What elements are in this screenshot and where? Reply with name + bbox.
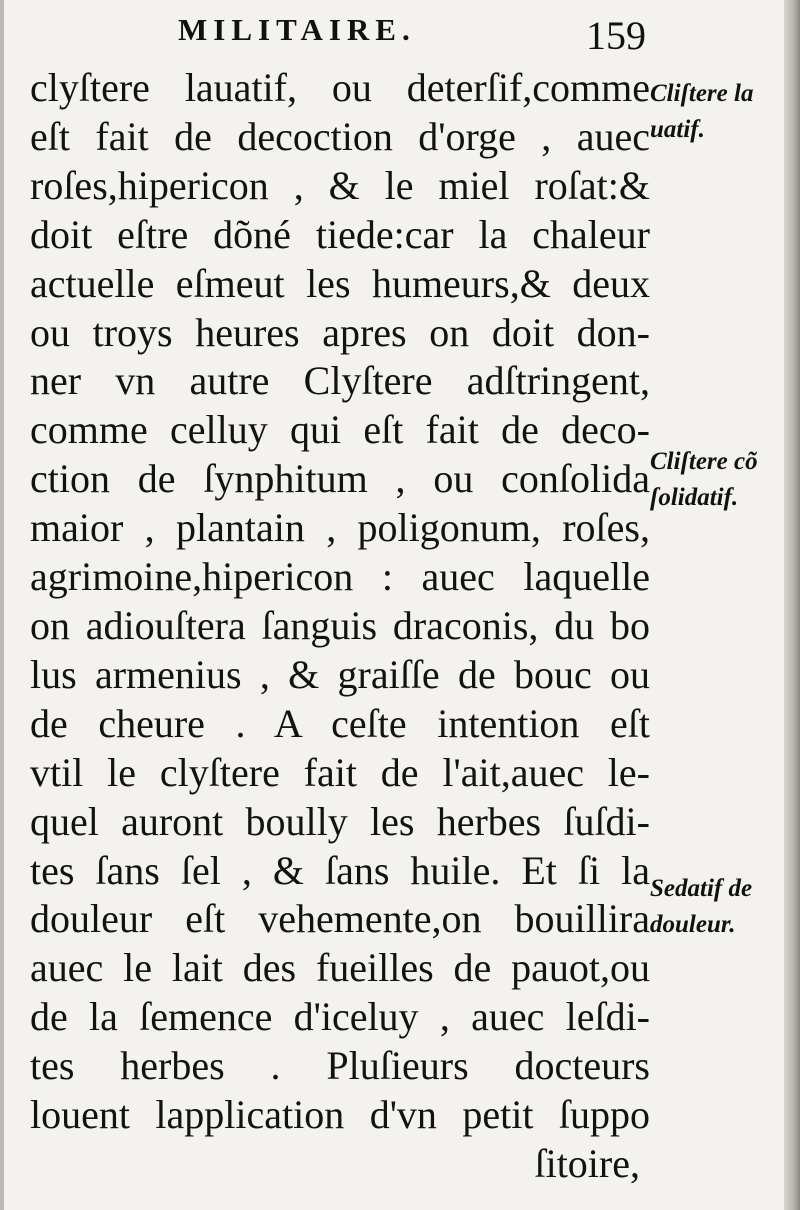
text-line: ner vn autre Clyſtere adſtringent, — [30, 358, 650, 404]
running-head: MILITAIRE. — [178, 12, 416, 47]
text-line: clyſtere lauatif, ou deterſif,comme — [30, 65, 650, 110]
text-line: louent lapplication d'vn petit ſuppo — [30, 1092, 650, 1138]
text-line: doit eſtre dõné tiede:car la chaleur — [30, 211, 650, 257]
margin-note-clistere-consolidatif — [650, 444, 758, 516]
text-line: lus armenius , & graiſſe de bouc ou — [30, 651, 650, 697]
text-line: eſt fait de decoction d'orge , auec — [30, 113, 650, 159]
margin-note-line: uatif. — [650, 116, 705, 143]
text-line: on adiouſtera ſanguis draconis, du bo — [30, 602, 650, 648]
text-line: quel auront boully les herbes ſuſdi- — [30, 798, 650, 844]
text-line: de cheure . A ceſte intention eſt — [30, 700, 650, 746]
text-line: roſes,hipericon , & le miel roſat:& — [30, 162, 650, 208]
margin-note-line: ſolidatif. — [650, 484, 739, 511]
page-right-edge — [784, 0, 800, 1210]
page-number: 159 — [586, 13, 646, 58]
page-left-edge — [0, 0, 4, 1210]
margin-note-line: Cliſtere la — [650, 80, 754, 107]
text-line: de la ſemence d'iceluy , auec leſdi- — [30, 994, 650, 1040]
text-line: ction de ſynphitum , ou conſolida — [30, 456, 650, 502]
text-line: comme celluy qui eſt fait de deco- — [30, 407, 650, 453]
text-line-catchword: ſitoire, — [534, 1140, 640, 1186]
text-line: ou troys heures apres on doit don- — [30, 309, 650, 355]
text-line: actuelle eſmeut les humeurs,& deux — [30, 260, 650, 306]
text-line: vtil le clyſtere fait de l'ait,auec le- — [30, 749, 650, 795]
text-line: maior , plantain , poligonum, roſes, — [30, 505, 650, 551]
text-line: douleur eſt vehemente,on bouillira — [30, 896, 650, 942]
text-line: tes ſans ſel , & ſans huile. Et ſi la — [30, 847, 650, 893]
margin-note-sedatif-de-douleur — [650, 871, 752, 943]
text-line: auec le lait des fueilles de pauot,ou — [30, 945, 650, 991]
margin-note-line: douleur. — [650, 911, 736, 938]
margin-note-line: Sedatif de — [650, 875, 753, 902]
body-text — [30, 64, 650, 1189]
text-line: tes herbes . Pluſieurs docteurs — [30, 1043, 650, 1089]
text-line: agrimoine,hipericon : auec laquelle — [30, 554, 650, 600]
margin-note-line: Cliſtere cõ — [650, 448, 758, 475]
margin-note-clistere-lauatif — [650, 76, 753, 148]
